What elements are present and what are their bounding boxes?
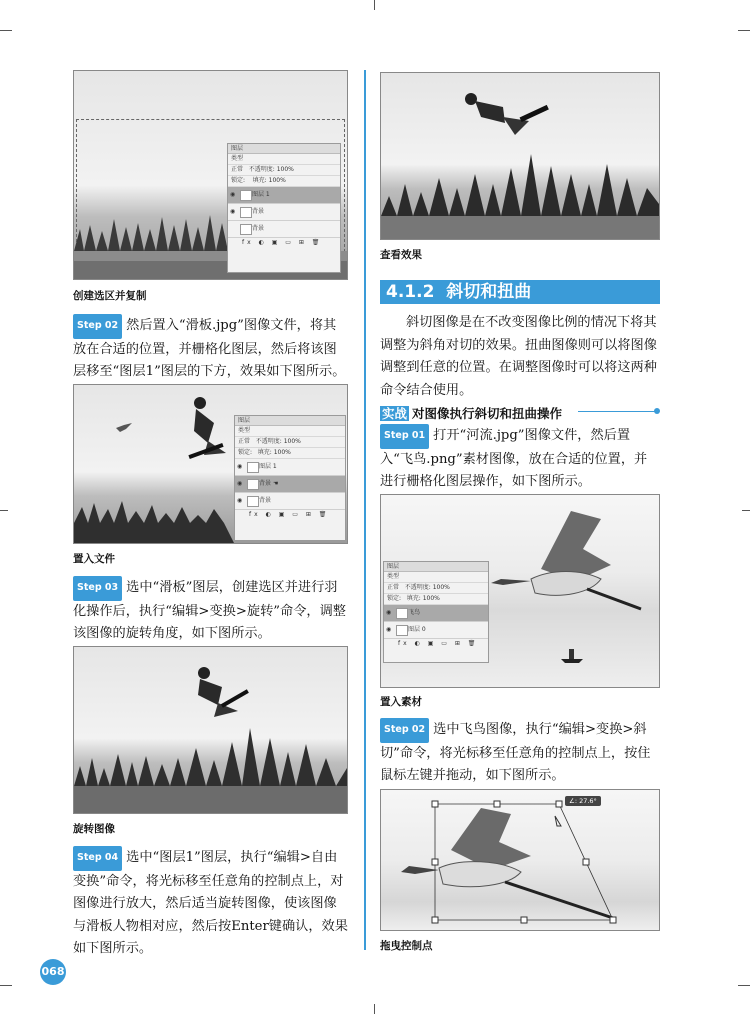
kind-filter[interactable]: 类型	[235, 426, 345, 437]
layer-thumbnail	[396, 608, 408, 619]
skateboarder-image	[459, 87, 559, 143]
caption-rotate-image: 旋转图像	[73, 823, 115, 835]
kind-filter[interactable]: 类型	[228, 154, 340, 165]
layer-row[interactable]: ◉ 背景	[235, 493, 345, 510]
layers-panel	[383, 561, 489, 663]
crop-mark	[0, 985, 12, 986]
section-heading	[380, 280, 660, 304]
bird-icon	[116, 423, 132, 433]
forest-image	[74, 718, 347, 813]
panel-title: 图层	[228, 144, 340, 154]
skateboarder-image	[174, 663, 254, 723]
blend-mode-row[interactable]: 正常 不透明度: 100%	[235, 437, 345, 448]
caption-view-result: 查看效果	[380, 249, 422, 261]
page-number: 068	[40, 959, 66, 985]
right-step-01-badge: Step 01	[380, 424, 429, 449]
eye-icon[interactable]: ◉	[386, 609, 392, 616]
layer-thumbnail	[240, 207, 252, 218]
figure-place-file	[73, 384, 348, 544]
layer-row[interactable]: ◉ 图层 0	[384, 622, 488, 639]
crop-mark	[374, 0, 375, 10]
panel-title: 图层	[235, 416, 345, 426]
blend-mode-row[interactable]: 正常 不透明度: 100%	[228, 165, 340, 176]
layer-thumbnail	[247, 479, 259, 490]
eye-icon[interactable]: ◉	[230, 208, 236, 215]
caption-create-selection: 创建选区并复制	[73, 290, 147, 302]
layer-thumbnail	[247, 462, 259, 473]
figure-view-result	[380, 72, 660, 240]
caption-drag-control-point: 拖曳控制点	[380, 940, 433, 952]
step-02-text: 然后置入“滑板.jpg”图像文件，将其放在合适的位置，并栅格化图层，然后将该图层移至“图层1”图层的下方，效果如下图所示。	[73, 318, 346, 379]
step-03-paragraph	[73, 576, 348, 646]
layer-row[interactable]: ◉ 图层 1	[235, 459, 345, 476]
eye-icon[interactable]: ◉	[237, 497, 243, 504]
hand-cursor-icon: ☚	[272, 480, 279, 487]
crop-mark	[0, 510, 8, 511]
forest-image	[381, 144, 659, 239]
layer-row[interactable]: ◉ 飞鸟	[384, 605, 488, 622]
layers-panel	[227, 143, 341, 273]
practice-rule	[578, 411, 656, 412]
eye-icon[interactable]: ◉	[237, 463, 243, 470]
layer-row[interactable]: 背景	[228, 221, 340, 238]
practice-title: 对图像执行斜切和扭曲操作	[412, 406, 563, 421]
right-step-01-paragraph	[380, 424, 660, 494]
layer-thumbnail	[247, 496, 259, 507]
right-step-01-text: 打开“河流.jpg”图像文件，然后置入“飞鸟.png”素材图像，放在合适的位置，并进行栅格化图层操作，如下图所示。	[380, 428, 648, 489]
lock-row[interactable]: 锁定: 填充: 100%	[235, 448, 345, 459]
boat-icon	[559, 645, 585, 665]
step-02-badge: Step 02	[73, 314, 122, 339]
crop-mark	[738, 985, 750, 986]
kind-filter[interactable]: 类型	[384, 572, 488, 583]
right-step-02-paragraph	[380, 718, 660, 788]
section-intro: 斜切图像是在不改变图像比例的情况下将其调整为斜角对切的效果。扭曲图像则可以将图像调整到任意的位置。在调整图像时可以将这两种命令结合使用。	[380, 315, 657, 398]
practice-dot	[654, 408, 660, 414]
figure-drag-control-point	[380, 789, 660, 931]
step-04-text: 选中“图层1”图层，执行“编辑>自由变换”命令，将光标移至任意角的控制点上，对图像进行放大，然后适当旋转图像，使该图像与滑板人物相对应，然后按Enter键确认，效果如下图所示。	[73, 850, 348, 956]
column-divider	[364, 70, 366, 950]
step-03-text: 选中“滑板”图层，创建选区并进行羽化操作后，执行“编辑>变换>旋转”命令，调整该图像的旋转角度，如下图所示。	[73, 580, 346, 641]
step-03-badge: Step 03	[73, 576, 122, 601]
step-02-paragraph	[73, 314, 348, 384]
lock-row[interactable]: 锁定: 填充: 100%	[384, 594, 488, 605]
lock-row[interactable]: 锁定: 填充: 100%	[228, 176, 340, 187]
caption-place-material: 置入素材	[380, 696, 422, 708]
eye-icon[interactable]: ◉	[386, 626, 392, 633]
practice-heading	[380, 404, 562, 422]
step-04-paragraph	[73, 846, 348, 961]
right-step-02-text: 选中飞鸟图像，执行“编辑>变换>斜切”命令，将光标移至任意角的控制点上，按住鼠标左键并拖动，如下图所示。	[380, 722, 651, 783]
blend-mode-row[interactable]: 正常 不透明度: 100%	[384, 583, 488, 594]
layer-row[interactable]: ◉ 图层 1	[228, 187, 340, 204]
panel-footer-icons[interactable]: fx ◐ ▣ ▭ ⊞ 🗑	[398, 640, 479, 647]
panel-footer-icons[interactable]: fx ◐ ▣ ▭ ⊞ 🗑	[249, 511, 330, 518]
layer-row[interactable]: ◉ 背景 ☚	[235, 476, 345, 493]
section-number: 4.1.2	[386, 282, 435, 302]
layer-row[interactable]: ◉ 背景	[228, 204, 340, 221]
layer-thumbnail	[240, 224, 252, 235]
eye-icon[interactable]: ◉	[237, 480, 243, 487]
crop-mark	[374, 1004, 375, 1014]
panel-footer-icons[interactable]: fx ◐ ▣ ▭ ⊞ 🗑	[242, 239, 323, 246]
layer-thumbnail	[396, 625, 408, 636]
skew-transform-box	[381, 790, 659, 930]
heron-image	[491, 509, 651, 619]
layer-thumbnail	[240, 190, 252, 201]
section-title: 斜切和扭曲	[446, 282, 532, 302]
layers-panel	[234, 415, 346, 541]
practice-tag: 实战	[382, 406, 408, 421]
right-step-02-badge: Step 02	[380, 718, 429, 743]
panel-title: 图层	[384, 562, 488, 572]
crop-mark	[738, 30, 750, 31]
step-04-badge: Step 04	[73, 846, 122, 871]
figure-rotate-image	[73, 646, 348, 814]
caption-place-file: 置入文件	[73, 553, 115, 565]
figure-place-material	[380, 494, 660, 688]
crop-mark	[742, 510, 750, 511]
angle-readout: ∠: 27.6°	[565, 796, 601, 806]
eye-icon[interactable]: ◉	[230, 191, 236, 198]
figure-create-selection	[73, 70, 348, 280]
crop-mark	[0, 30, 12, 31]
